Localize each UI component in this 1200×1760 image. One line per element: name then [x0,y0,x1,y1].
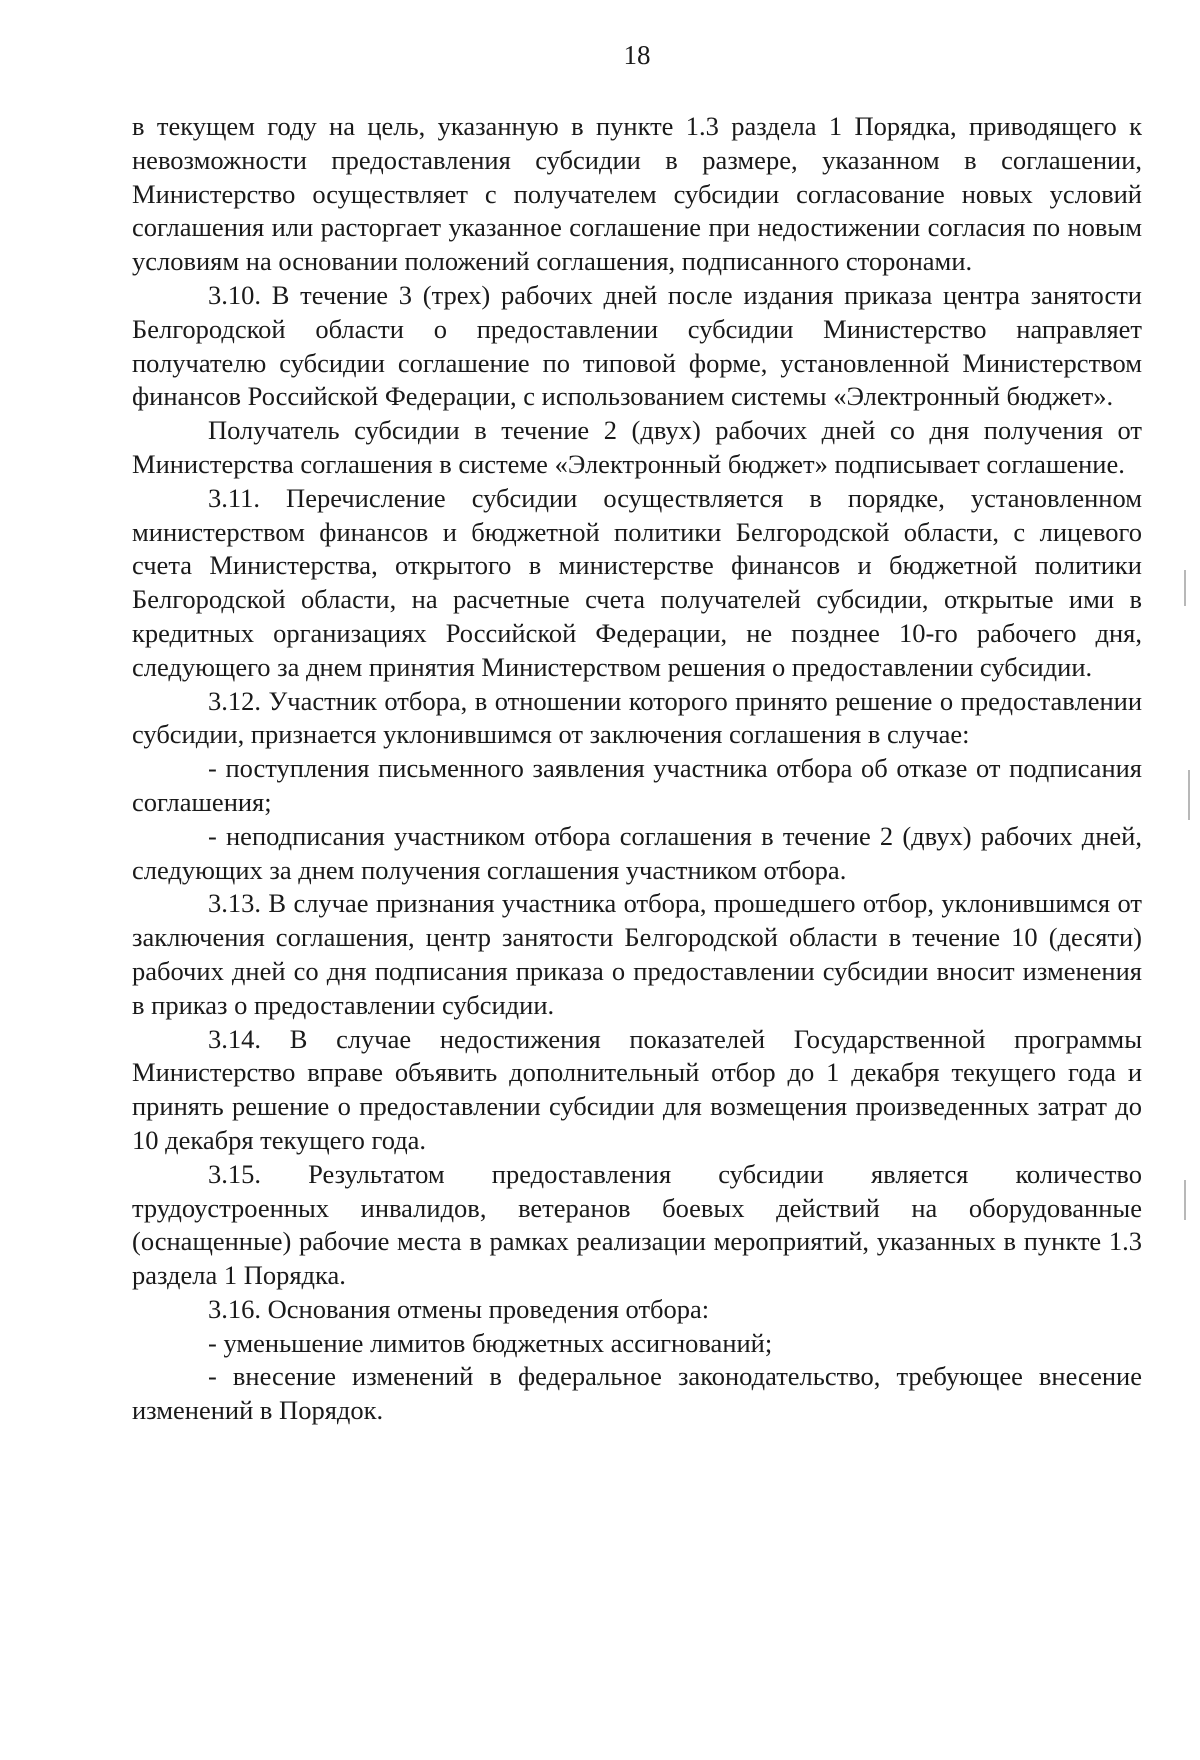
paragraph-3-14: 3.14. В случае недостижения показателей Государственной программы Министерство вправе объявить дополнительный отбор до 1 декабря текущего года и принять решение о предоставлении субсидии для возмещения произведенных затрат до 10 декабря текущего года. [132,1023,1142,1155]
scan-edge-mark [1188,770,1190,820]
paragraph-continuation: в текущем году на цель, указанную в пункте 1.3 раздела 1 Порядка, приводящего к невозможности предоставления субсидии в размере, указанном в соглашении, Министерство осуществляет с получателем субсидии согласование новых условий соглашения или расторгает указанное соглашение при недостижении согласия по новым условиям на основании положений соглашения, подписанного сторонами. [132,111,1142,277]
paragraph-3-15: 3.15. Результатом предоставления субсидии является количество трудоустроенных инвалидов, ветеранов боевых действий на оборудованные (оснащенные) рабочие места в рамках реализации мероприятий, указанных в пункте 1.3 раздела 1 Порядка. [132,1158,1142,1291]
paragraph-3-13: 3.13. В случае признания участника отбора, прошедшего отбор, уклонившимся от заключения соглашения, центр занятости Белгородской области в течение 10 (десяти) рабочих дней со дня подписания приказа о предоставлении субсидии вносит изменения в приказ о предоставлении субсидии. [132,888,1142,1020]
document-body [132,110,1142,1428]
list-item-non-signing: - неподписания участником отбора соглашения в течение 2 (двух) рабочих дней, следующих за днем получения соглашения участником отбора. [132,820,1142,885]
scan-edge-mark [1184,570,1186,606]
paragraph-3-11: 3.11. Перечисление субсидии осуществляется в порядке, установленном министерством финансов и бюджетной политики Белгородской области, с лицевого счета Министерства, открытого в министерстве финансов и бюджетной политики Белгородской области, на расчетные счета получателей субсидии, открытые ими в кредитных организациях Российской Федерации, не позднее 10-го рабочего дня, следующего за днем принятия Министерством решения о предоставлении субсидии. [132,482,1142,682]
document-page [132,0,1142,1760]
list-item-budget-limits: - уменьшение лимитов бюджетных ассигнований; [208,1327,773,1358]
page-number: 18 [623,40,651,70]
paragraph-3-10: 3.10. В течение 3 (трех) рабочих дней после издания приказа центра занятости Белгородской области о предоставлении субсидии Министерство направляет получателю субсидии соглашение по типовой форме, установленной Министерством финансов Российской Федерации, с использованием системы «Электронный бюджет». [132,279,1142,412]
paragraph-3-16: 3.16. Основания отмены проведения отбора: [208,1293,710,1324]
paragraph-recipient-signing: Получатель субсидии в течение 2 (двух) рабочих дней со дня получения от Министерства соглашения в системе «Электронный бюджет» подписывает соглашение. [132,415,1142,479]
list-item-written-refusal: - поступления письменного заявления участника отбора об отказе от подписания соглашения; [132,753,1142,817]
list-item-legislation-change: - внесение изменений в федеральное законодательство, требующее внесение изменений в Порядок. [132,1361,1142,1426]
paragraph-3-12: 3.12. Участник отбора, в отношении которого принято решение о предоставлении субсидии, признается уклонившимся от заключения соглашения в случае: [132,685,1142,750]
scan-edge-mark [1184,1180,1186,1220]
